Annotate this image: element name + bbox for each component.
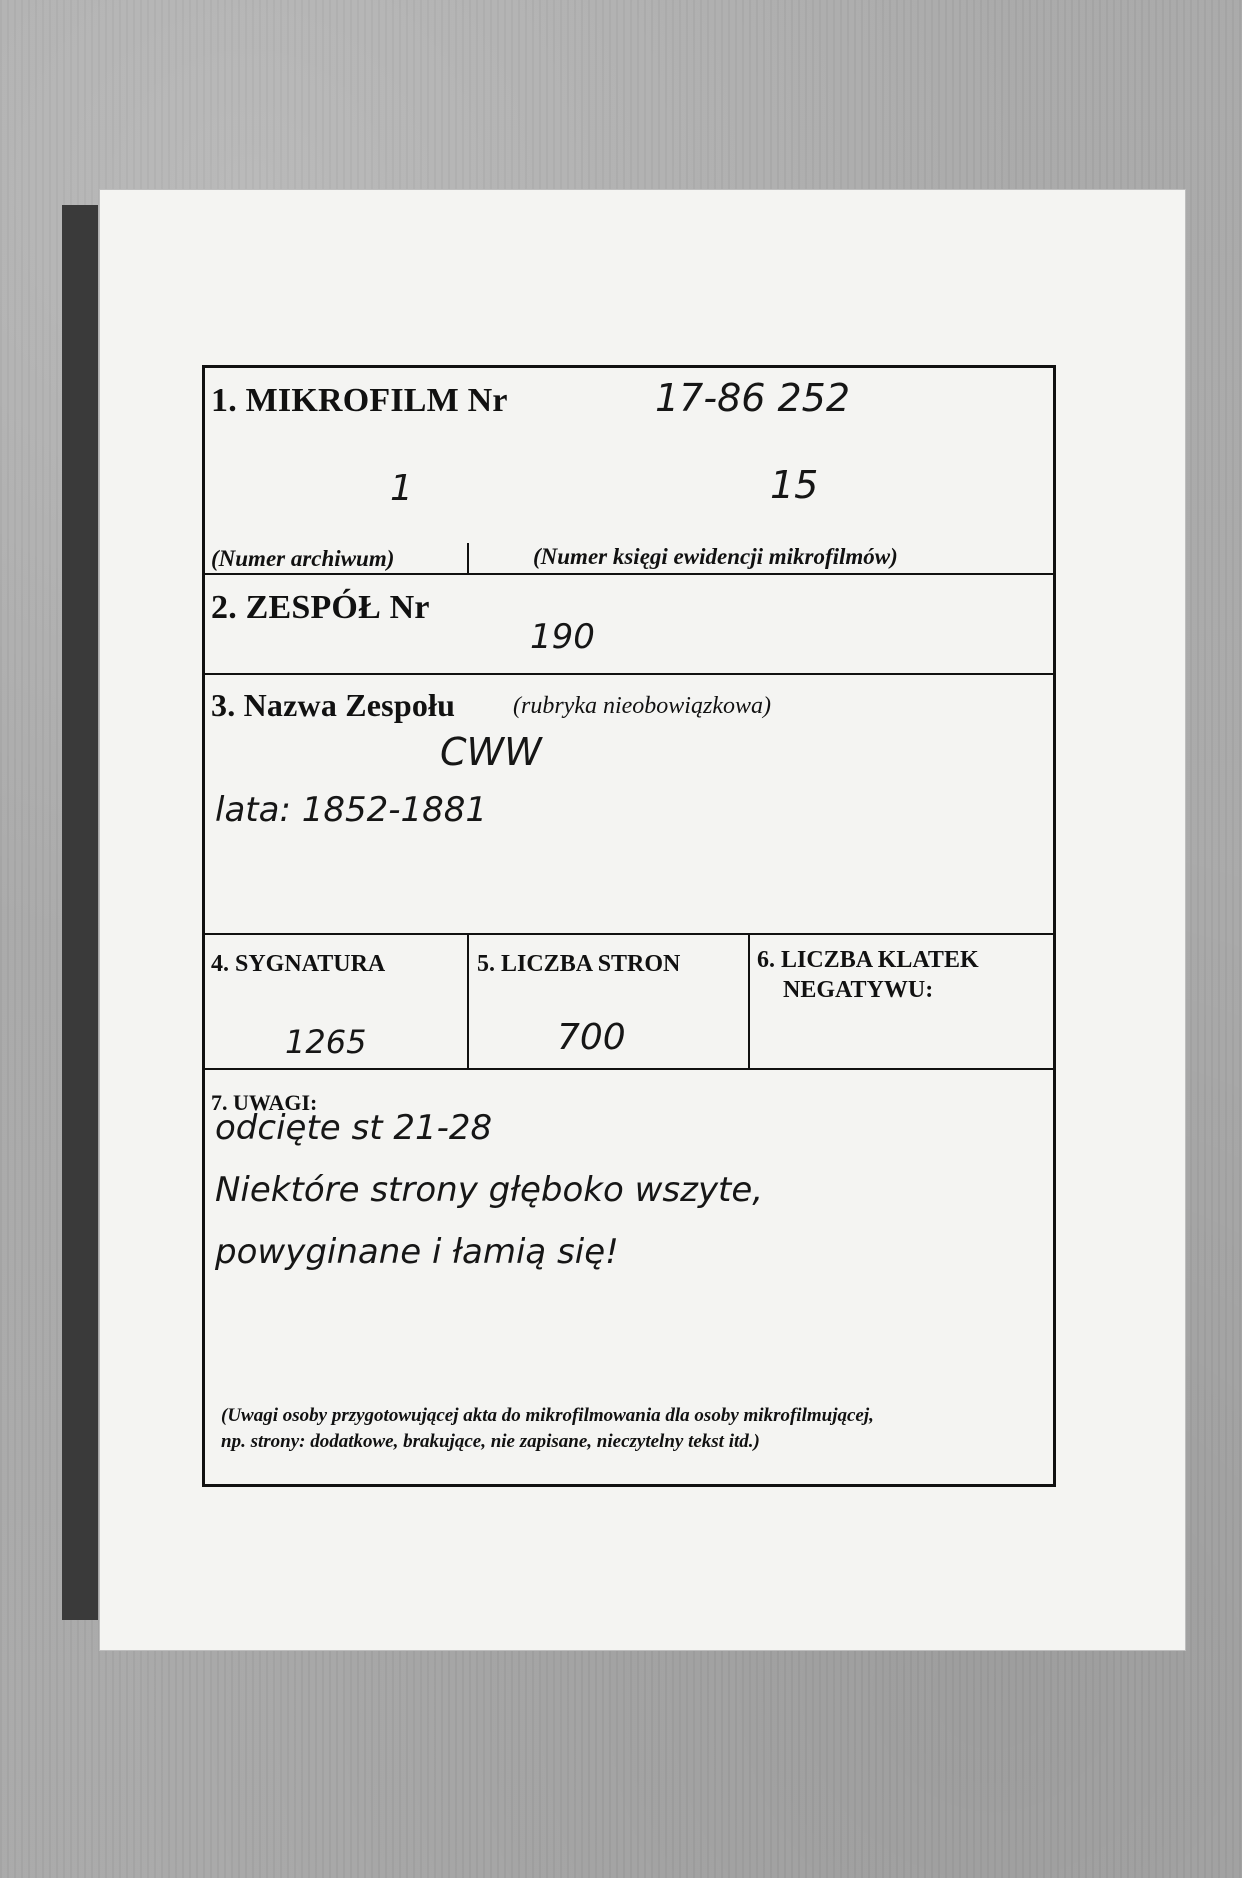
mikrofilm-label: 1. MIKROFILM Nr bbox=[211, 382, 508, 419]
film-edge-left bbox=[62, 205, 98, 1620]
section-nazwa-zespolu bbox=[205, 675, 1053, 935]
nazwa-zespolu-hint: (rubryka nieobowiązkowa) bbox=[513, 693, 771, 719]
ledger-number-caption: (Numer księgi ewidencji mikrofilmów) bbox=[533, 544, 898, 569]
negatywu-label: NEGATYWU: bbox=[783, 977, 934, 1003]
liczba-stron-label: 5. LICZBA STRON bbox=[477, 951, 681, 977]
zespol-label: 2. ZESPÓŁ Nr bbox=[211, 589, 430, 626]
nazwa-zespolu-value: CWW bbox=[440, 730, 542, 774]
caption-divider bbox=[467, 543, 469, 573]
section-uwagi bbox=[205, 1070, 1053, 1484]
uwagi-line-1: odcięte st 21-28 bbox=[215, 1108, 493, 1148]
section-counts bbox=[205, 935, 1053, 1070]
divider-4-5 bbox=[467, 935, 469, 1068]
uwagi-note-line-2: np. strony: dodatkowe, brakujące, nie zapisane, nieczytelny tekst itd.) bbox=[221, 1431, 760, 1452]
divider-5-6 bbox=[748, 935, 750, 1068]
uwagi-line-2: Niektóre strony głęboko wszyte, bbox=[215, 1170, 764, 1210]
uwagi-note-line-1: (Uwagi osoby przygotowującej akta do mikrofilmowania dla osoby mikrofilmującej, bbox=[221, 1405, 874, 1426]
liczba-klatek-label: 6. LICZBA KLATEK bbox=[757, 947, 979, 973]
sygnatura-label: 4. SYGNATURA bbox=[211, 951, 386, 977]
archive-number-caption: (Numer archiwum) bbox=[211, 546, 395, 571]
mikrofilm-number: 17-86 252 bbox=[655, 376, 851, 420]
section-zespol bbox=[205, 575, 1053, 675]
zespol-number: 190 bbox=[530, 617, 595, 657]
liczba-stron-value: 700 bbox=[557, 1017, 626, 1058]
section-mikrofilm bbox=[205, 368, 1053, 575]
uwagi-line-3: powyginane i łamią się! bbox=[215, 1232, 619, 1272]
lata-value: lata: 1852-1881 bbox=[215, 790, 488, 830]
ledger-number: 15 bbox=[770, 463, 819, 507]
nazwa-zespolu-label: 3. Nazwa Zespołu bbox=[211, 687, 456, 723]
sygnatura-value: 1265 bbox=[285, 1023, 367, 1061]
archive-number: 1 bbox=[390, 468, 413, 509]
microfilm-form bbox=[202, 365, 1056, 1487]
uwagi-label: 7. UWAGI: bbox=[211, 1090, 318, 1115]
